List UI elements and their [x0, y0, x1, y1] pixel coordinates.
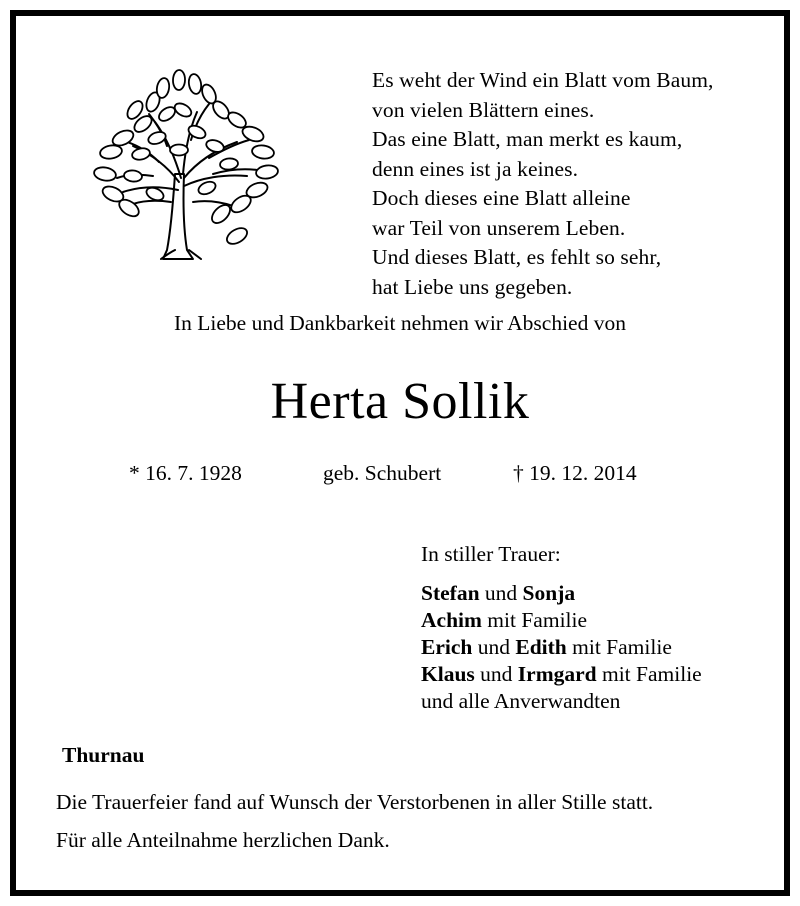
poem-line-8: hat Liebe uns gegeben. [372, 274, 573, 299]
mourner-conn-1: und [479, 581, 523, 605]
dedication-text: In Liebe und Dankbarkeit nehmen wir Abschied von [174, 311, 626, 335]
poem-line-4: denn eines ist ja keines. [372, 156, 579, 181]
mourner-name-klaus: Klaus [421, 662, 475, 686]
tree-illustration [71, 54, 301, 269]
mourner-line-2 [421, 607, 702, 634]
poem-line-3: Das eine Blatt, man merkt es kaum, [372, 127, 683, 151]
mourner-name-achim: Achim [421, 608, 482, 632]
mourner-line-4 [421, 661, 702, 688]
mourner-line-3 [421, 634, 702, 661]
mourner-tail-4: mit Familie [596, 662, 702, 686]
notice-header [16, 16, 784, 299]
mourner-name-stefan: Stefan [421, 581, 480, 605]
mourner-conn-5: und alle Anverwandten [421, 689, 621, 713]
poem-line-6: war Teil von unserem Leben. [372, 215, 626, 240]
deceased-name: Herta Sollik [270, 373, 530, 430]
death-date: † 19. 12. 2014 [513, 461, 637, 485]
mourner-name-irmgard: Irmgard [517, 662, 597, 686]
birth-date: * 16. 7. 1928 [129, 461, 242, 485]
poem-line-2: von vielen Blättern eines. [372, 97, 595, 122]
notice-content [16, 16, 784, 890]
mourner-name-erich: Erich [421, 635, 473, 659]
poem-line-1: Es weht der Wind ein Blatt vom Baum, [372, 68, 714, 92]
mourner-conn-4: und [474, 662, 518, 686]
poem-line-5: Doch dieses eine Blatt alleine [372, 186, 631, 210]
ceremony-note: Die Trauerfeier fand auf Wunsch der Verstorbenen in aller Stille statt. [56, 790, 654, 814]
mourner-line-5 [421, 688, 702, 715]
place-name: Thurnau [62, 743, 145, 767]
thanks-note: Für alle Anteilnahme herzlichen Dank. [56, 828, 390, 852]
mourner-line-1 [421, 580, 702, 607]
maiden-name: geb. Schubert [323, 461, 442, 485]
mourner-conn-2: mit Familie [481, 608, 588, 632]
mourner-name-sonja: Sonja [522, 581, 576, 605]
poem-line-7: Und dieses Blatt, es fehlt so sehr, [372, 245, 662, 269]
poem-block [372, 66, 714, 302]
mourner-tail-3: mit Familie [566, 635, 672, 659]
mourners-heading: In stiller Trauer: [421, 542, 561, 566]
mourner-name-edith: Edith [515, 635, 567, 659]
mourner-conn-3: und [472, 635, 516, 659]
mourners-block [421, 541, 702, 715]
